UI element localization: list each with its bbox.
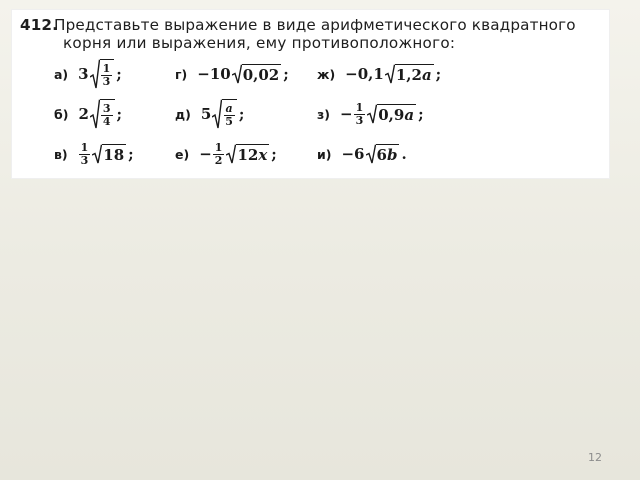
square-root: [90, 59, 115, 89]
radicand-number: 1,2: [395, 66, 422, 84]
punctuation: ;: [116, 105, 123, 123]
exercise-label: е): [175, 146, 190, 162]
radical-sign-icon: [366, 144, 376, 164]
fraction: [101, 63, 113, 88]
denominator: 5: [225, 114, 233, 128]
radical-sign-icon: [385, 64, 395, 84]
exercise-label: б): [54, 106, 69, 122]
radical-sign-icon: [90, 59, 100, 89]
problem-text-line2: корня или выражения, ему противоположного:: [63, 34, 456, 52]
minus-sign: −: [339, 105, 353, 123]
fraction-coefficient: [79, 142, 91, 167]
exercise-b: [54, 96, 122, 132]
coefficient: −10: [197, 65, 231, 83]
radicand: 18: [103, 146, 125, 164]
square-root: [92, 144, 126, 164]
punctuation: ;: [271, 145, 277, 163]
punctuation: ;: [128, 145, 134, 163]
exercise-label: з): [317, 106, 330, 122]
fraction: [101, 103, 113, 128]
radical-sign-icon: [92, 144, 102, 164]
punctuation: ;: [435, 65, 442, 83]
radicand: [236, 144, 269, 164]
exercise-label: д): [175, 106, 191, 122]
radicand-number: 0,9: [378, 106, 405, 124]
denominator: 4: [102, 114, 111, 128]
fraction-coefficient: [354, 102, 366, 127]
exercise-a: [54, 56, 122, 92]
radicand-variable: b: [386, 146, 398, 164]
punctuation: ;: [418, 105, 424, 123]
exercise-e: [175, 136, 277, 172]
radicand-number: 6: [376, 146, 387, 164]
denominator: 3: [80, 153, 89, 167]
radicand: [377, 104, 416, 124]
square-root: [90, 99, 115, 129]
problem-text-line1: Представьте выражение в виде арифметического квадратного: [54, 16, 576, 34]
radicand: [100, 99, 115, 129]
exercise-label: ж): [317, 66, 336, 82]
exercise-label: г): [175, 66, 188, 82]
coefficient: 5: [200, 105, 212, 123]
textbook-scan: [12, 10, 609, 178]
square-root: [367, 104, 416, 124]
exercise-g: [175, 56, 289, 92]
radical-sign-icon: [226, 144, 236, 164]
coefficient: −6: [341, 145, 365, 163]
radicand-number: 12: [237, 146, 259, 164]
radicand-variable: a: [421, 66, 432, 84]
square-root: [226, 144, 269, 164]
exercise-v: [54, 136, 134, 172]
radical-sign-icon: [212, 99, 222, 129]
fraction: [223, 103, 235, 128]
exercise-d: [175, 96, 244, 132]
punctuation: ;: [116, 65, 122, 83]
radicand-variable: x: [258, 146, 268, 164]
square-root: [385, 64, 434, 84]
numerator: 1: [355, 100, 364, 114]
radicand: [100, 59, 115, 89]
numerator: 1: [80, 140, 89, 154]
radical-sign-icon: [367, 104, 377, 124]
square-root: [212, 99, 237, 129]
radicand: 0,02: [242, 66, 280, 84]
punctuation: .: [401, 145, 407, 163]
radicand: [222, 99, 237, 129]
problem-statement: [20, 16, 605, 52]
exercise-label: а): [54, 66, 69, 82]
minus-sign: −: [199, 145, 212, 163]
coefficient: −0,1: [345, 65, 384, 83]
denominator: 3: [355, 113, 364, 127]
coefficient: 2: [78, 105, 89, 123]
page-number: 12: [588, 451, 602, 464]
numerator: 1: [102, 61, 111, 75]
problem-number: 412.: [20, 16, 59, 34]
radicand: [395, 64, 434, 84]
coefficient: 3: [78, 65, 89, 83]
exercise-label: и): [317, 146, 332, 162]
radicand: [376, 144, 400, 164]
denominator: 2: [214, 153, 223, 167]
radicand-variable: a: [404, 106, 415, 124]
radical-sign-icon: [232, 64, 242, 84]
square-root: [366, 144, 400, 164]
numerator: 3: [102, 101, 111, 115]
square-root: [232, 64, 282, 84]
exercise-z: [317, 96, 424, 132]
exercise-zh: [317, 56, 441, 92]
exercise-i: [317, 136, 407, 172]
denominator: 3: [102, 74, 111, 88]
punctuation: ;: [238, 105, 245, 123]
numerator: a: [225, 101, 233, 115]
radical-sign-icon: [90, 99, 100, 129]
fraction-coefficient: [213, 142, 225, 167]
numerator: 1: [214, 140, 223, 154]
exercise-label: в): [54, 146, 68, 162]
punctuation: ;: [283, 65, 289, 83]
